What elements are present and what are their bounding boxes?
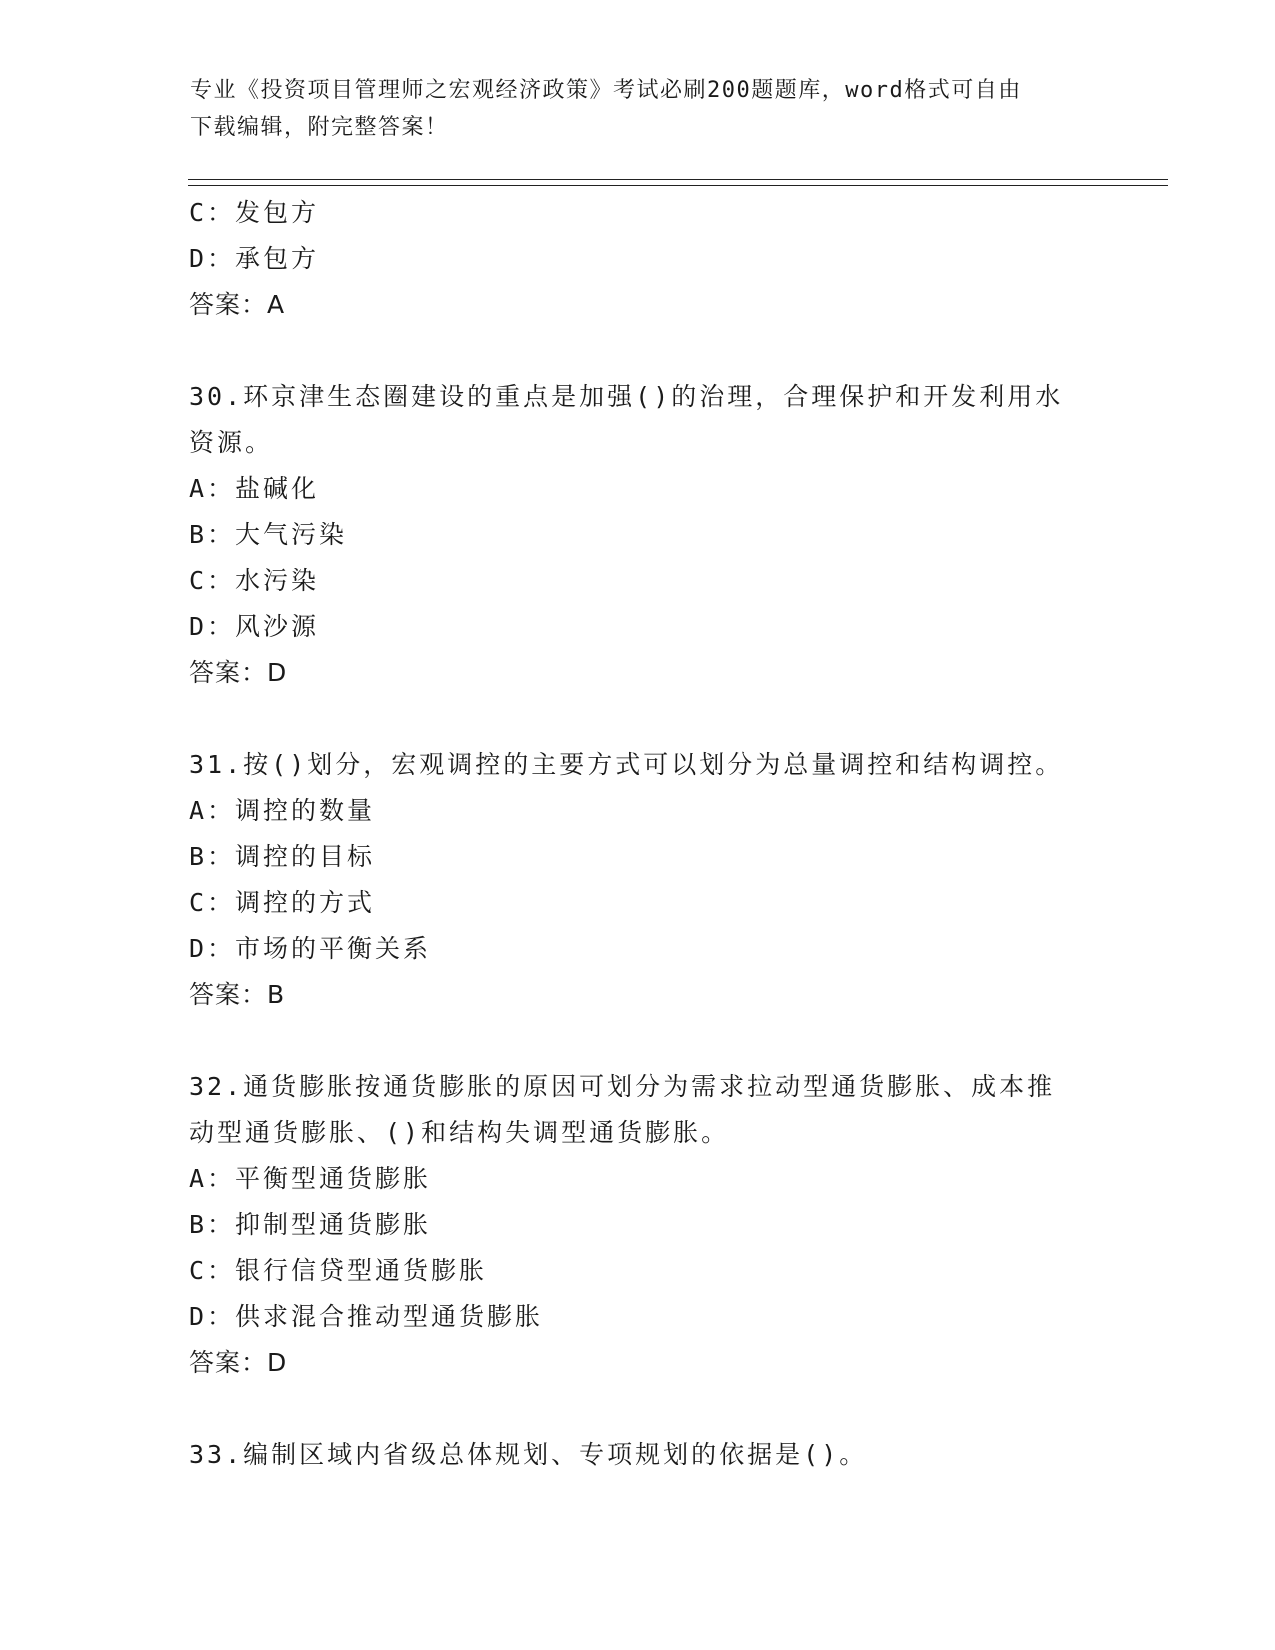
answer-line: 答案：D (189, 1348, 288, 1377)
header-line-1: 专业《投资项目管理师之宏观经济政策》考试必刷200题题库，word格式可自由 (190, 78, 1022, 103)
question-stem-line-1: 31.按()划分，宏观调控的主要方式可以划分为总量调控和结构调控。 (189, 750, 1064, 779)
option-a: A：平衡型通货膨胀 (189, 1164, 432, 1193)
option-b: B：大气污染 (189, 520, 348, 549)
option-b: B：抑制型通货膨胀 (189, 1210, 432, 1239)
spacer (189, 696, 1089, 742)
document-header (190, 72, 1090, 146)
question-30 (189, 374, 1089, 696)
option-c: C：调控的方式 (189, 888, 376, 917)
question-stem-line-2: 资源。 (189, 428, 274, 457)
answer-line: 答案：A (189, 290, 286, 319)
option-c: C：发包方 (189, 198, 320, 227)
question-stem-line-2: 动型通货膨胀、()和结构失调型通货膨胀。 (189, 1118, 730, 1147)
option-a: A：盐碱化 (189, 474, 320, 503)
option-d: D：承包方 (189, 244, 320, 273)
header-divider-top (188, 179, 1168, 180)
question-stem-line-1: 33.编制区域内省级总体规划、专项规划的依据是()。 (189, 1440, 868, 1469)
question-31 (189, 742, 1089, 1018)
option-d: D：市场的平衡关系 (189, 934, 432, 963)
question-33 (189, 1432, 1089, 1478)
previous-question-block (189, 190, 1089, 328)
header-line-2: 下载编辑，附完整答案！ (190, 115, 449, 140)
answer-line: 答案：B (189, 980, 286, 1009)
option-c: C：银行信贷型通货膨胀 (189, 1256, 488, 1285)
question-stem-line-1: 32.通货膨胀按通货膨胀的原因可划分为需求拉动型通货膨胀、成本推 (189, 1072, 1056, 1101)
option-c: C：水污染 (189, 566, 320, 595)
option-d: D：供求混合推动型通货膨胀 (189, 1302, 544, 1331)
header-divider-bottom (188, 185, 1168, 186)
question-stem-line-1: 30.环京津生态圈建设的重点是加强()的治理，合理保护和开发利用水 (189, 382, 1064, 411)
answer-line: 答案：D (189, 658, 288, 687)
spacer (189, 1018, 1089, 1064)
option-d: D：风沙源 (189, 612, 320, 641)
question-list (189, 190, 1089, 1478)
spacer (189, 328, 1089, 374)
option-b: B：调控的目标 (189, 842, 376, 871)
question-32 (189, 1064, 1089, 1386)
option-a: A：调控的数量 (189, 796, 376, 825)
spacer (189, 1386, 1089, 1432)
